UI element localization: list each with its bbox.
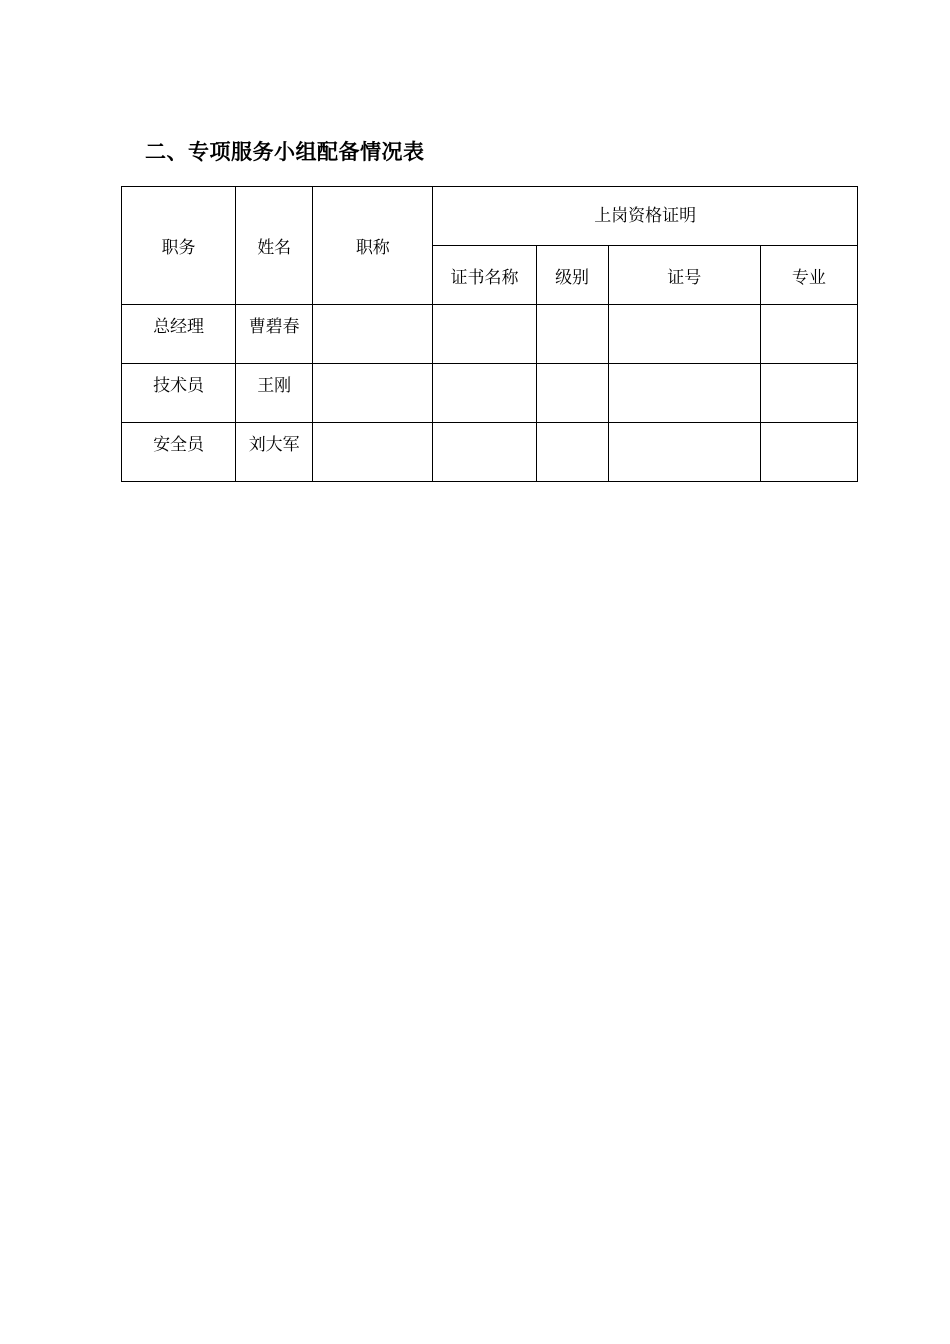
- cell-position-text: 总经理: [153, 317, 205, 337]
- cell-level-text: [537, 364, 608, 371]
- header-position: 职务: [122, 187, 236, 305]
- header-level: 级别: [536, 246, 608, 305]
- header-qualification-group-label: 上岗资格证明: [594, 205, 697, 226]
- cell-title-text: [313, 423, 432, 430]
- cell-specialty-text: [761, 423, 857, 430]
- cell-level-text: [537, 423, 608, 430]
- cell-cert-name: [433, 305, 536, 364]
- cell-position-text: 技术员: [153, 376, 205, 396]
- table-row: [122, 305, 858, 364]
- cell-name-text: 曹碧春: [248, 317, 300, 337]
- cell-name: [236, 364, 313, 423]
- header-specialty: 专业: [760, 246, 857, 305]
- cell-cert-name-text: [433, 305, 535, 312]
- cell-cert-name-text: [433, 423, 535, 430]
- cell-specialty: [760, 423, 857, 482]
- table-row: [122, 423, 858, 482]
- cell-specialty: [760, 305, 857, 364]
- cell-level-text: [537, 305, 608, 312]
- cell-title-text: [313, 305, 432, 312]
- cell-position: [122, 423, 236, 482]
- cell-name-text: 刘大军: [248, 435, 300, 455]
- cell-level: [536, 423, 608, 482]
- cell-title-text: [313, 364, 432, 371]
- cell-specialty-text: [761, 305, 857, 312]
- cell-cert-number: [608, 423, 760, 482]
- cell-cert-number-text: [609, 423, 760, 430]
- cell-name: [236, 423, 313, 482]
- cell-cert-name: [433, 364, 536, 423]
- header-row: [122, 187, 858, 246]
- document-title: 二、专项服务小组配备情况表: [145, 140, 425, 164]
- cell-position-text: 安全员: [153, 435, 205, 455]
- header-name: 姓名: [236, 187, 313, 305]
- cell-title: [313, 364, 433, 423]
- cell-cert-number-text: [609, 364, 760, 371]
- cell-cert-number-text: [609, 305, 760, 312]
- cell-title: [313, 423, 433, 482]
- cell-specialty: [760, 364, 857, 423]
- table-row: [122, 364, 858, 423]
- cell-name: [236, 305, 313, 364]
- cell-cert-name-text: [433, 364, 535, 371]
- cell-position: [122, 364, 236, 423]
- cell-level: [536, 364, 608, 423]
- header-cert-number: 证号: [608, 246, 760, 305]
- cell-level: [536, 305, 608, 364]
- header-title: 职称: [313, 187, 433, 305]
- cell-cert-number: [608, 364, 760, 423]
- cell-position: [122, 305, 236, 364]
- header-cert-name: 证书名称: [433, 246, 536, 305]
- cell-name-text: 王刚: [257, 376, 292, 396]
- cell-specialty-text: [761, 364, 857, 371]
- cell-title: [313, 305, 433, 364]
- cell-cert-number: [608, 305, 760, 364]
- cell-cert-name: [433, 423, 536, 482]
- staff-allocation-table: [121, 186, 858, 482]
- header-qualification-group: [433, 187, 858, 246]
